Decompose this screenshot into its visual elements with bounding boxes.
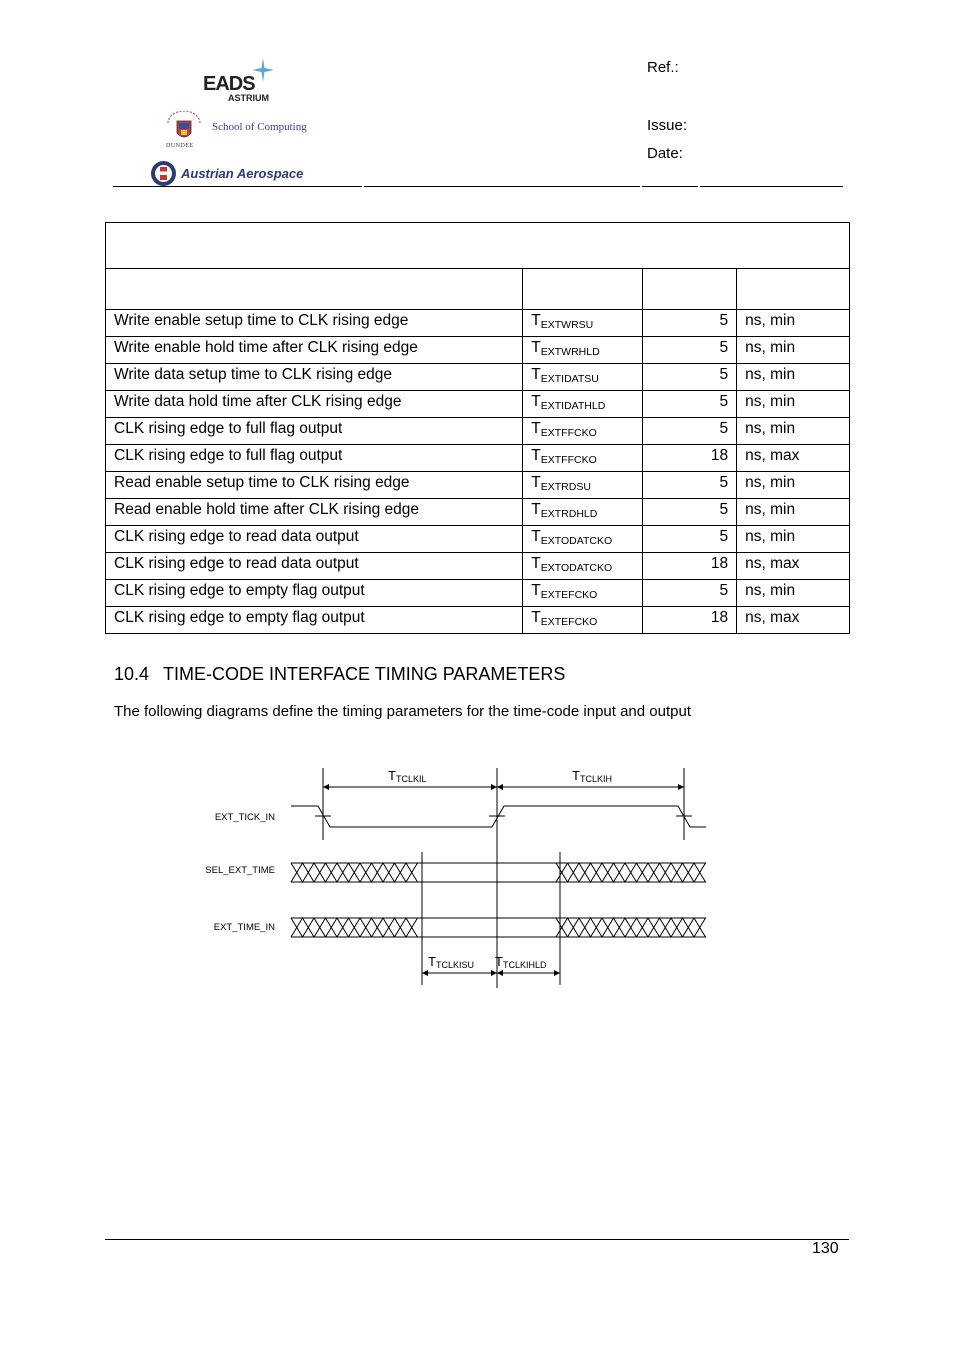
parameter-description: CLK rising edge to read data output (106, 553, 523, 580)
parameter-symbol: $T_{EXTFFCKO}$ (523, 418, 643, 445)
parameter-value: 5 (643, 337, 737, 364)
parameter-symbol: $T_{EXTODATCKO}$ (523, 526, 643, 553)
austrian-aerospace-text: Austrian Aerospace (181, 166, 304, 181)
ref-label: Ref.: (647, 59, 679, 76)
parameter-symbol: $T_{EXTIDATHLD}$ (523, 391, 643, 418)
tclkih-label: TTCLKIH (572, 768, 612, 784)
page-number: 130 (812, 1240, 839, 1257)
parameter-unit: ns, max (737, 445, 850, 472)
parameter-description: Write enable hold time after CLK rising edge (106, 337, 523, 364)
tclkil-label: TTCLKIL (388, 768, 427, 784)
parameter-description: CLK rising edge to empty flag output (106, 580, 523, 607)
parameter-unit: ns, min (737, 364, 850, 391)
ext-tick-in-label: EXT_TICK_IN (214, 812, 275, 823)
ext-time-in-label: EXT_TIME_IN (213, 922, 275, 933)
parameter-value: 5 (643, 418, 737, 445)
parameter-symbol: $T_{EXTIDATSU}$ (523, 364, 643, 391)
parameter-symbol: $T_{EXTRDHLD}$ (523, 499, 643, 526)
footer-rule (105, 1239, 849, 1240)
parameter-unit: ns, min (737, 499, 850, 526)
parameter-unit: ns, min (737, 580, 850, 607)
parameter-unit: ns, min (737, 310, 850, 337)
parameter-unit: ns, min (737, 418, 850, 445)
parameter-unit: ns, min (737, 337, 850, 364)
parameter-unit: ns, max (737, 607, 850, 634)
section-paragraph: The following diagrams define the timing parameters for the time-code input and output (114, 703, 691, 720)
parameter-description: CLK rising edge to full flag output (106, 418, 523, 445)
section-title: TIME-CODE INTERFACE TIMING PARAMETERS (163, 664, 566, 684)
parameter-value: 5 (643, 310, 737, 337)
ext-time-in-waveform (291, 918, 706, 937)
parameter-description: CLK rising edge to read data output (106, 526, 523, 553)
parameter-value: 5 (643, 391, 737, 418)
parameter-unit: ns, min (737, 526, 850, 553)
parameter-value: 5 (643, 499, 737, 526)
parameter-unit: ns, min (737, 472, 850, 499)
section-number: 10.4 (114, 664, 150, 684)
parameter-symbol: $T_{EXTWRHLD}$ (523, 337, 643, 364)
parameter-description: Read enable setup time to CLK rising edge (106, 472, 523, 499)
parameter-symbol: $T_{EXTRDSU}$ (523, 472, 643, 499)
parameter-symbol: $T_{EXTFFCKO}$ (523, 445, 643, 472)
tclkisu-label: TTCLKISU (428, 954, 474, 970)
parameter-symbol: $T_{EXTWRSU}$ (523, 310, 643, 337)
parameter-description: Read enable hold time after CLK rising edge (106, 499, 523, 526)
parameter-description: Write enable setup time to CLK rising edge (106, 310, 523, 337)
issue-label: Issue: (647, 117, 688, 134)
parameter-value: 5 (643, 526, 737, 553)
date-label: Date: (647, 145, 683, 162)
parameter-symbol: $T_{EXTEFCKO}$ (523, 580, 643, 607)
dundee-text: DUNDEE (166, 143, 194, 149)
tclkihld-label: TTCLKIHLD (495, 954, 547, 970)
astrium-logo-text: ASTRIUM (228, 93, 269, 103)
parameter-value: 18 (643, 553, 737, 580)
parameter-unit: ns, max (737, 553, 850, 580)
parameter-value: 18 (643, 607, 737, 634)
parameter-value: 18 (643, 445, 737, 472)
parameter-value: 5 (643, 580, 737, 607)
parameter-description: Write data hold time after CLK rising edge (106, 391, 523, 418)
parameter-description: CLK rising edge to full flag output (106, 445, 523, 472)
school-of-computing-text: School of Computing (212, 121, 307, 133)
parameter-unit: ns, min (737, 391, 850, 418)
parameter-symbol: $T_{EXTEFCKO}$ (523, 607, 643, 634)
eads-logo-text: EADS (203, 73, 255, 95)
parameter-description: CLK rising edge to empty flag output (106, 607, 523, 634)
parameter-symbol: $T_{EXTODATCKO}$ (523, 553, 643, 580)
sel-ext-time-waveform (291, 863, 706, 882)
parameter-value: 5 (643, 472, 737, 499)
parameter-description: Write data setup time to CLK rising edge (106, 364, 523, 391)
parameter-value: 5 (643, 364, 737, 391)
sel-ext-time-label: SEL_EXT_TIME (205, 865, 275, 876)
